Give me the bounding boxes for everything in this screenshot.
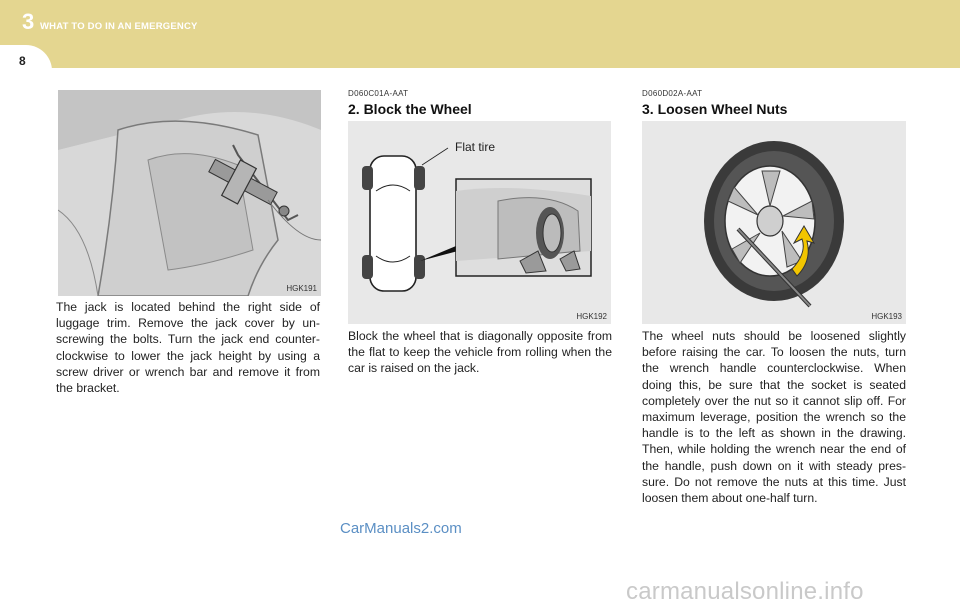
wheel-nuts-illustration (642, 121, 906, 324)
block-wheel-text: Block the wheel that is diagonally opposite from the flat to keep the vehicle from rolling when the car is raised on the jack. (348, 329, 612, 376)
header-band (0, 0, 960, 68)
image-code: HGK192 (576, 312, 607, 321)
jack-illustration (58, 90, 321, 296)
flat-tire-label: Flat tire (455, 140, 496, 154)
section-title: 3. Loosen Wheel Nuts (642, 101, 788, 117)
image-code: HGK191 (286, 284, 317, 293)
section-code: D060D02A-AAT (642, 89, 703, 98)
section-code: D060C01A-AAT (348, 89, 409, 98)
watermark-carmanualsonline: carmanualsonline.info (626, 578, 864, 605)
jack-location-text: The jack is located behind the right side of luggage trim. Remove the jack cover by un-screwing the bolts. Turn the jack end counter-clockwise to lower the jack height by using a screw driver or wrench bar and remove it from the bracket. (56, 300, 320, 396)
section-title: 2. Block the Wheel (348, 101, 472, 117)
chapter-number: 3 (22, 9, 35, 34)
page-number: 8 (19, 54, 26, 68)
block-wheel-illustration (348, 121, 611, 324)
wheel-nuts-text: The wheel nuts should be loosened slightly before raising the car. To loosen the nuts, turn the wrench handle counterclockwise. When doing this, be sure that the socket is seated completely over the nut so it cannot slip off. For maximum leverage, position the wrench so the handle is to the left as shown in the drawing. Then, while holding the wrench near the end of the handle, push down on it with steady pres-sure. Do not remove the nuts at this time. Just loosen them about one-half turn. (642, 329, 906, 506)
image-code: HGK193 (871, 312, 902, 321)
watermark-link-carmanuals2[interactable]: CarManuals2.com (340, 520, 462, 537)
chapter-title: WHAT TO DO IN AN EMERGENCY (40, 21, 198, 32)
